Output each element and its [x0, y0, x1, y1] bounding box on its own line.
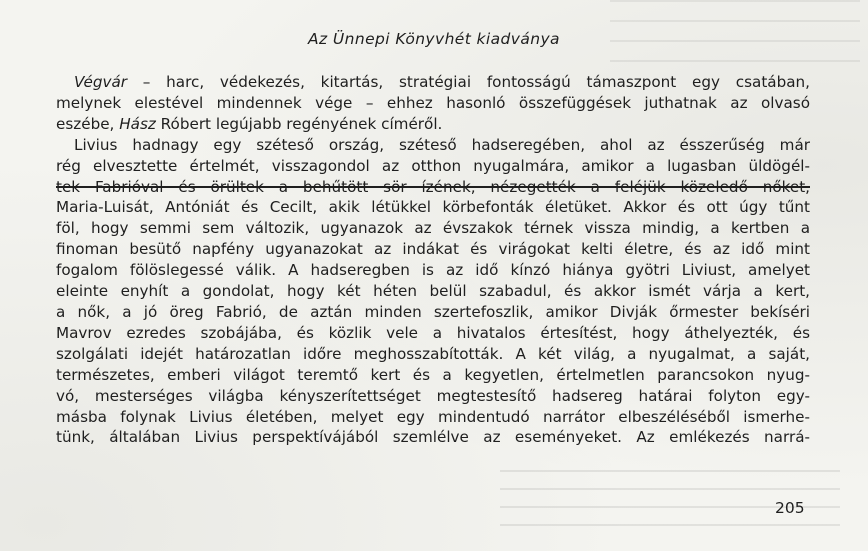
paragraph-2-line-13: vó, mesterséges világba kényszerítettséget megtestesítő hadsereg határai folyton egy- [56, 386, 810, 405]
page-number: 205 [775, 499, 805, 517]
paragraph-2-line-1: Livius hadnagy egy széteső ország, széteső hadseregében, ahol az ésszerűség már [74, 135, 810, 154]
paragraph-2-line-4: Maria-Luisát, Antóniát és Cecilt, akik létükkel körbefonták életüket. Akkor és ott úgy tűnt [56, 198, 810, 217]
body-text [56, 72, 810, 448]
paragraph-2-line-10: Mavrov ezredes szobájába, és közlik vele a hivatalos értesítést, hogy áthelyezték, és [56, 323, 810, 342]
paragraph-1-line-3: eszébe, Hász Róbert legújabb regényének címéről. [56, 114, 443, 133]
paragraph-1-line-1: Végvár – harc, védekezés, kitartás, stratégiai fontosságú támaszpont egy csatában, [74, 73, 810, 91]
paragraph-2-line-5: föl, hogy semmi sem változik, ugyanazok az évszakok térnek vissza mindig, a kertben a [56, 219, 810, 238]
paragraph-2-line-3-struck: tek Fabrióval és örültek a behűtött sör ízének, nézegették a feléjük közeledő nőket, [56, 177, 810, 196]
paragraph-2-line-6: finoman besütő napfény ugyanazokat az indákat és virágokat kelti életre, és az idő mint [56, 240, 810, 259]
paragraph-2-line-8: eleinte enyhít a gondolat, hogy két héten belül szabadul, és akkor ismét várja a kert, [56, 282, 810, 301]
page-header: Az Ünnepi Könyvhét kiadványa [308, 30, 560, 48]
title-word-vegvar: Végvár [74, 73, 128, 91]
paragraph-2-line-9: a nők, a jó öreg Fabrió, de aztán minden szertefoszlik, amikor Divják őrmester bekíséri [56, 302, 810, 321]
paragraph-2-line-7: fogalom fölöslegessé válik. A hadseregben is az idő kínzó hiánya gyötri Liviust, amelyet [56, 261, 810, 280]
paragraph-2-line-15: tünk, általában Livius perspektívájából szemlélve az eseményeket. Az emlékezés narrá- [56, 428, 810, 447]
paragraph-2-line-2: rég elvesztette értelmét, visszagondol az otthon nyugalmára, amikor a lugasban üldögél- [56, 156, 810, 175]
author-name: Hász [119, 114, 156, 133]
paragraph-2-line-11: szolgálati idejét határozatlan időre meghosszabították. A két világ, a nyugalmat, a saját, [56, 344, 810, 363]
paragraph-2-line-14: másba folynak Livius életében, melyet egy mindentudó narrátor elbeszéléséből ismerhe- [56, 407, 810, 426]
paragraph-1-line-2: melynek elestével mindennek vége – ehhez hasonló összefüggések juthatnak az olvasó [56, 93, 810, 112]
paragraph-2-line-12: természetes, emberi világot teremtő kert és a kegyetlen, értelmetlen parancsokon nyug- [56, 365, 810, 384]
